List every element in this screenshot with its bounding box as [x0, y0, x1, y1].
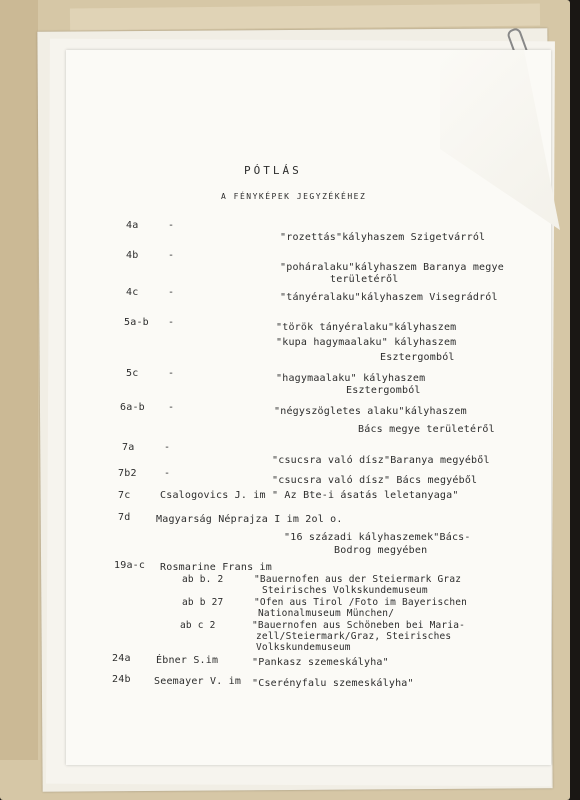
sub-entry-line: zell/Steiermark/Graz, Steirisches — [256, 631, 452, 642]
entry-dash: - — [168, 220, 175, 231]
entry-dash: - — [164, 442, 171, 453]
entry-line: "tányéralaku"kályhaszem Visegrádról — [280, 292, 498, 303]
entry-dash: - — [168, 287, 175, 298]
entry-code: 5c — [126, 368, 139, 379]
entry-code: 5a-b — [124, 317, 149, 328]
entry-line: "16 századi kályhaszemek"Bács- — [284, 532, 471, 543]
entry-code: 4b — [126, 250, 139, 261]
entry-text: Csalogovics J. im " Az Bte-i ásatás leletanyaga" — [160, 490, 459, 501]
entry-text: Seemayer V. im — [154, 676, 242, 687]
entry-line: "csucsra való dísz" Bács megyéből — [272, 475, 478, 486]
sub-entry-line: Nationalmuseum München/ — [258, 608, 395, 619]
sub-entry-line: "Bauernofen aus Schöneben bei Maria- — [252, 620, 466, 631]
sub-entry-ref: ab b. 2 — [182, 574, 224, 585]
entry-code: 7a — [122, 442, 135, 453]
entry-line: területéről — [330, 274, 399, 285]
entry-dash: - — [164, 468, 171, 479]
entry-text: Ébner S.im — [156, 655, 219, 666]
entry-code: 24a — [112, 653, 131, 664]
folder-torn-edge — [70, 4, 540, 31]
entry-code: 7d — [118, 512, 131, 523]
entry-line: Esztergomból — [346, 385, 421, 396]
entry-line: "török tányéralaku"kályhaszem — [276, 322, 457, 333]
entry-code: 6a-b — [120, 402, 145, 413]
sub-entry-line: "Bauernofen aus der Steiermark Graz — [254, 574, 462, 585]
page-title: PÓTLÁS — [244, 164, 302, 177]
entry-line: "négyszögletes alaku"kályhaszem — [274, 406, 467, 417]
entry-text: Rosmarine Frans im — [160, 562, 272, 573]
entry-dash: - — [168, 317, 175, 328]
entry-line: Esztergomból — [380, 352, 455, 363]
page-subtitle: A FÉNYKÉPEK JEGYZÉKÉHEZ — [221, 192, 367, 201]
entry-text: Magyarság Néprajza I im 2ol o. — [156, 514, 343, 525]
entry-code: 4c — [126, 287, 139, 298]
entry-line: "rozettás"kályhaszem Szigetvárról — [280, 232, 486, 243]
entry-code: 7c — [118, 490, 131, 501]
sub-entry-line: Volkskundemuseum — [256, 642, 351, 653]
entry-code: 7b2 — [118, 468, 137, 479]
entry-line: "kupa hagymaalaku" kályhaszem — [276, 337, 457, 348]
sub-entry-line: "Ofen aus Tirol /Foto im Bayerischen — [254, 597, 468, 608]
entry-quote: "Pankasz szemeskályha" — [252, 657, 389, 668]
entry-dash: - — [168, 250, 175, 261]
sub-entry-ref: ab c 2 — [180, 620, 216, 631]
entry-line: "poháralaku"kályhaszem Baranya megye — [280, 262, 504, 273]
entry-line: Bács megye területéről — [358, 424, 495, 435]
folder-flap — [0, 0, 38, 760]
entry-code: 19a-c — [114, 560, 146, 571]
sub-entry-line: Steirisches Volkskundemuseum — [262, 585, 428, 596]
sub-entry-ref: ab b 27 — [182, 597, 224, 608]
entry-line: "csucsra való dísz"Baranya megyéből — [272, 455, 490, 466]
entry-dash: - — [168, 402, 175, 413]
entry-code: 4a — [126, 220, 139, 231]
entry-dash: - — [168, 368, 175, 379]
entry-code: 24b — [112, 674, 131, 685]
entry-line: Bodrog megyében — [334, 545, 428, 556]
entry-quote: "Cserényfalu szemeskályha" — [252, 678, 414, 689]
entry-line: "hagymaalaku" kályhaszem — [276, 373, 426, 384]
